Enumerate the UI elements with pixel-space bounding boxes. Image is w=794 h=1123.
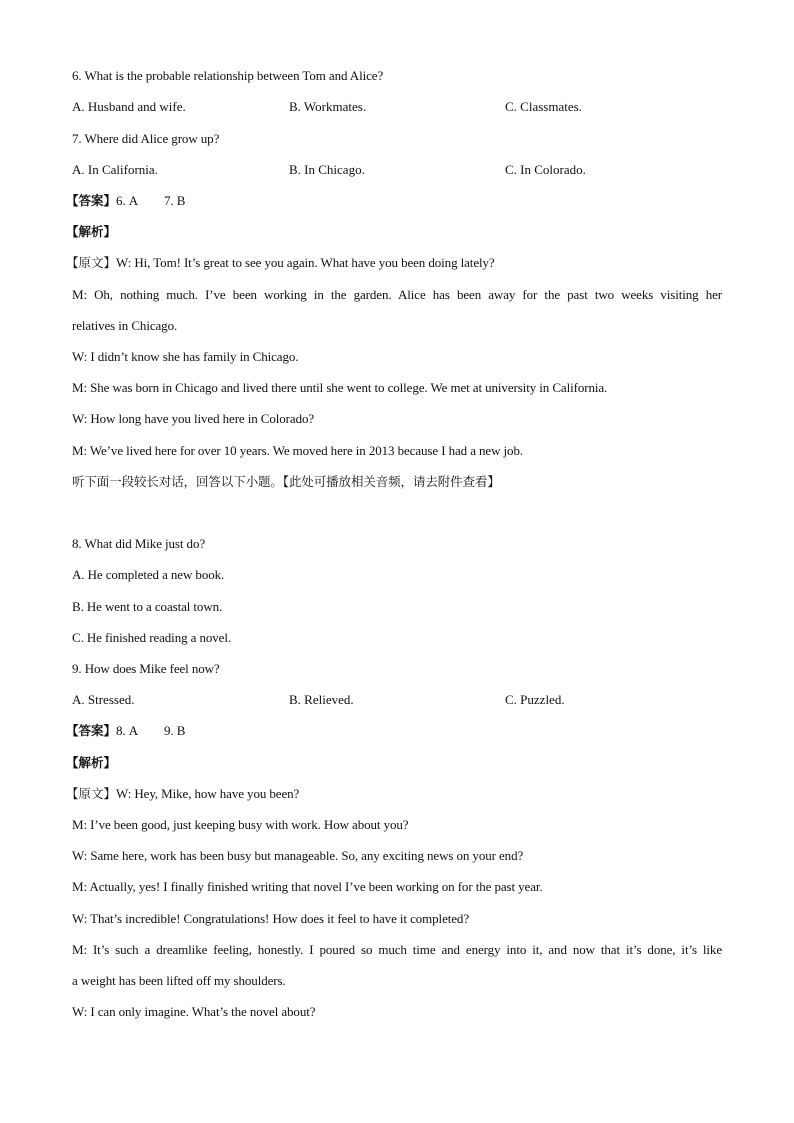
q6-option-b: B. Workmates. (289, 99, 367, 114)
q6-option-a: A. Husband and wife. (72, 99, 186, 114)
answer-label: 【答案】 (66, 193, 117, 208)
transcript-label: 【原文】 (66, 786, 117, 801)
transcript-label: 【原文】 (66, 255, 117, 270)
analysis-label-2: 【解析】 (66, 755, 117, 770)
transcript-line-5: M: She was born in Chicago and lived there until she went to college. We met at university in California. (72, 380, 608, 395)
q8-option-c: C. He finished reading a novel. (72, 630, 231, 645)
transcript-line-6: W: How long have you lived here in Colorado? (72, 411, 315, 426)
q9-option-a: A. Stressed. (72, 692, 135, 707)
transcript2-line-6: M: It’s such a dreamlike feeling, honestly. I poured so much time and energy into it, and now that it’s done, it’s like (72, 942, 722, 957)
transcript2-line-8: W: I can only imagine. What’s the novel about? (72, 1004, 316, 1019)
q8-option-a: A. He completed a new book. (72, 567, 225, 582)
transcript-line-1: 【原文】W: Hi, Tom! It’s great to see you again. What have you been doing lately? (66, 255, 495, 270)
transcript-line-2: M: Oh, nothing much. I’ve been working in the garden. Alice has been away for the past two weeks visiting her (72, 287, 722, 302)
answer-line-2 (66, 723, 185, 739)
answer-line-1 (66, 193, 185, 209)
q9-option-b: B. Relieved. (289, 692, 354, 707)
question-6: 6. What is the probable relationship between Tom and Alice? (72, 68, 384, 83)
answer-9: 9. B (164, 723, 186, 738)
question-8: 8. What did Mike just do? (72, 536, 206, 551)
q7-option-b: B. In Chicago. (289, 162, 365, 177)
listening-instruction: 听下面一段较长对话，回答以下小题。【此处可播放相关音频，请去附件查看】 (72, 474, 500, 489)
question-9: 9. How does Mike feel now? (72, 661, 220, 676)
transcript2-line-5: W: That’s incredible! Congratulations! How does it feel to have it completed? (72, 911, 469, 926)
transcript2-line-3: W: Same here, work has been busy but manageable. So, any exciting news on your end? (72, 848, 524, 863)
answer-label: 【答案】 (66, 723, 117, 738)
transcript-line-4: W: I didn’t know she has family in Chicago. (72, 349, 299, 364)
q9-option-c: C. Puzzled. (505, 692, 565, 707)
transcript2-line-2: M: I’ve been good, just keeping busy with work. How about you? (72, 817, 409, 832)
question-7: 7. Where did Alice grow up? (72, 131, 220, 146)
transcript-line-3: relatives in Chicago. (72, 318, 178, 333)
transcript2-line-7: a weight has been lifted off my shoulders. (72, 973, 286, 988)
transcript-line-7: M: We’ve lived here for over 10 years. We moved here in 2013 because I had a new job. (72, 443, 523, 458)
answer-8: 8. A (116, 723, 139, 738)
answer-7: 7. B (164, 193, 186, 208)
q6-option-c: C. Classmates. (505, 99, 582, 114)
q7-option-a: A. In California. (72, 162, 158, 177)
answer-6: 6. A (116, 193, 139, 208)
transcript2-line-4: M: Actually, yes! I finally finished writing that novel I’ve been working on for the past year. (72, 879, 543, 894)
q8-option-b: B. He went to a coastal town. (72, 599, 223, 614)
transcript2-line-1: 【原文】W: Hey, Mike, how have you been? (66, 786, 300, 801)
analysis-label-1: 【解析】 (66, 224, 117, 239)
q7-option-c: C. In Colorado. (505, 162, 586, 177)
